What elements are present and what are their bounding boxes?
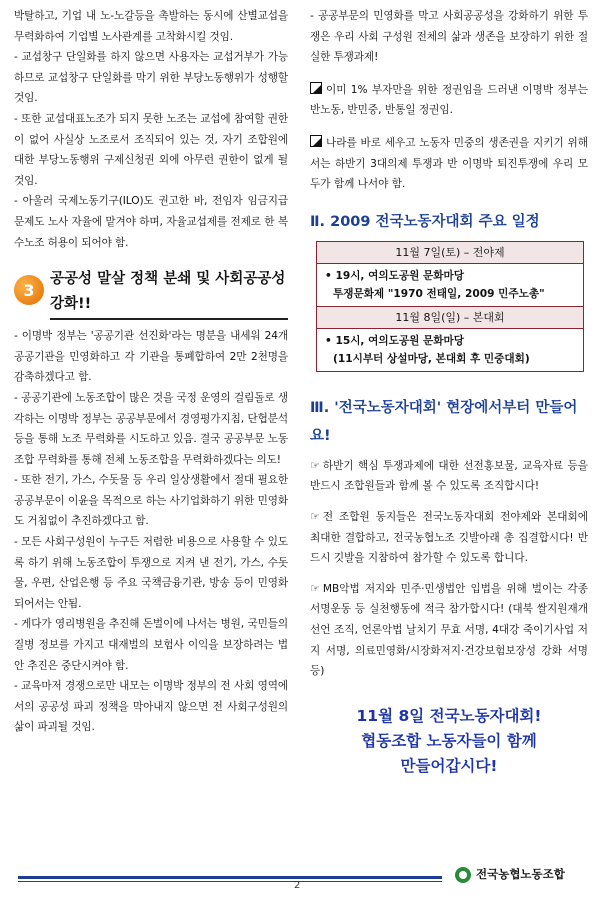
bullet-paragraph: 나라를 바로 세우고 노동자 민중의 생존권을 지키기 위해서는 하반기 3대의제 투쟁과 반 이명박 퇴진투쟁에 우리 모두가 함께 나서야 함. [310, 136, 588, 191]
action-item: ☞ 전 조합원 동지들은 전국노동자대회 전야제와 본대회에 최대한 결합하고, 전국농협노조 깃발아래 총 집결합시다! 반드시 깃발을 지참하여 참가할 수 있도록 합니다. [310, 509, 588, 565]
pointing-hand-icon: ☞ [310, 458, 320, 472]
section-number-badge: 3 [14, 275, 44, 305]
schedule-details [317, 329, 583, 371]
slogan-line: 협동조합 노동자들이 함께 [361, 731, 537, 750]
slogan-line: 11월 8일 전국노동자대회! [356, 706, 542, 725]
slogan-line: 만들어갑시다! [400, 756, 498, 775]
paragraph: - 공공기관에 노동조합이 많은 것을 국정 운영의 걸림돌로 생각하는 이명박 정부는 공공부문에서 경영평가지침, 단협분석 등을 통해 노조 무력화를 시도하고 있음. 결국 공공부문 노동조합 무력화를 통해 전체 노동조합을 무력화하겠다는 의도! [14, 391, 292, 466]
right-column [310, 6, 588, 779]
pointing-hand-icon: ☞ [310, 581, 320, 595]
pointing-hand-icon: ☞ [310, 509, 320, 523]
bullet-paragraph: 이미 1% 부자만을 위한 정권임을 드러낸 이명박 정부는 반노동, 반민중, 반통일 정권임. [310, 83, 588, 117]
schedule-line: • 15시, 여의도공원 문화마당 [325, 334, 464, 347]
section-3-title: Ⅲ. '전국노동자대회' 현장에서부터 만들어요! [310, 399, 578, 444]
paragraph: - 또한 전기, 가스, 수돗물 등 우리 일상생활에서 절대 필요한 공공부문이 이윤을 목적으로 하는 사기업화하기 위한 민영화도 거침없이 추진하겠다고 함. [14, 474, 292, 528]
section-3-heading [14, 267, 288, 320]
paragraph: - 공공부문의 민영화를 막고 사회공공성을 강화하기 위한 투쟁은 우리 사회 구성원 전체의 삶과 생존을 보장하기 위한 절실한 투쟁과제! [310, 10, 588, 64]
section-3-title: 공공성 말살 정책 분쇄 및 사회공공성 강화!! [50, 267, 288, 320]
action-item: ☞ MB악법 저지와 민주·민생법안 입법을 위해 벌이는 각종 서명운동 등 실천행동에 적극 참가합시다! (대북 쌀지원재개 선언 조직, 언론악법 날치기 무효 서명, 4대강 죽이기사업 저지 서명, 의료민영화/시장화저지·건강보험보장성 강화 서명 등) [310, 581, 588, 678]
paragraph: - 모든 사회구성원이 누구든 저렴한 비용으로 사용할 수 있도록 하기 위해 노동조합이 투쟁으로 지켜 낸 전기, 가스, 수돗물, 우편, 산업은행 등 주요 국책금융기관, 방송 등이 민영화되어서는 안됨. [14, 536, 288, 610]
closing-slogan [310, 704, 588, 779]
footer-divider [18, 876, 442, 879]
schedule-line: • 19시, 여의도공원 문화마당 [325, 269, 464, 282]
schedule-date: 11월 7일(토) – 전야제 [317, 242, 583, 264]
paragraph: - 교육마저 경쟁으로만 내모는 이명박 정부의 전 사회 영역에서의 공공성 파괴 정책을 막아내지 않으면 전 사회구성원의 삶이 파괴될 것임. [14, 680, 292, 734]
action-item: ☞ 하반기 핵심 투쟁과제에 대한 선전홍보물, 교육자료 등을 반드시 조합원들과 함께 볼 수 있도록 조직합시다! [310, 458, 588, 493]
left-column [14, 6, 292, 738]
schedule-line: (11시부터 상설마당, 본대회 후 민중대회) [333, 352, 530, 365]
schedule-line: 투쟁문화제 "1970 전태일, 2009 민주노총" [333, 287, 545, 300]
square-bullet-icon [310, 82, 322, 94]
paragraph: 박탈하고, 기업 내 노-노갈등을 촉발하는 동시에 산별교섭을 무력화하여 기업별 노사관계를 고착화시킬 것임. [14, 10, 292, 43]
union-logo-icon [455, 867, 471, 883]
paragraph: - 게다가 영리병원을 추진해 돈벌이에 나서는 병원, 국민들의 질병 정보를 가지고 대재벌의 보험사 이익을 보장하려는 법안 추진은 중단시켜야 함. [14, 618, 292, 672]
paragraph: - 아울러 국제노동기구(ILO)도 권고한 바, 전임자 임금지급 문제도 노사 자율에 맡겨야 하며, 자율교섭제를 전제로 한 복수노조 허용이 되어야 함. [14, 195, 292, 249]
section-2-title: Ⅱ. 2009 전국노동자대회 주요 일정 [310, 213, 540, 230]
schedule-date: 11월 8일(일) – 본대회 [317, 307, 583, 329]
paragraph: - 이명박 정부는 '공공기관 선진화'라는 명분을 내세워 24개 공공기관을 민영화하고 각 기관을 통폐합하여 2만 2천명을 감축하겠다고 함. [14, 330, 292, 384]
paragraph: - 또한 교섭대표노조가 되지 못한 노조는 교섭에 참여할 권한이 없어 사실상 노조로서 조직되어 있는 것, 자기 조합원에 대한 부당노동행위 구제신청권 외에 아무런 권한이 없게 될 것임. [14, 112, 292, 187]
schedule-details [317, 264, 583, 307]
schedule-table [316, 241, 584, 372]
organization-name: 전국농협노동조합 [476, 867, 565, 881]
page-number: 2 [294, 880, 301, 891]
paragraph: - 교섭창구 단일화를 하지 않으면 사용자는 교섭거부가 가능하므로 교섭창구 단일화를 막기 위한 부당노동행위가 성행할 것임. [14, 51, 292, 105]
footer-divider-thin [18, 881, 442, 882]
square-bullet-icon [310, 135, 322, 147]
